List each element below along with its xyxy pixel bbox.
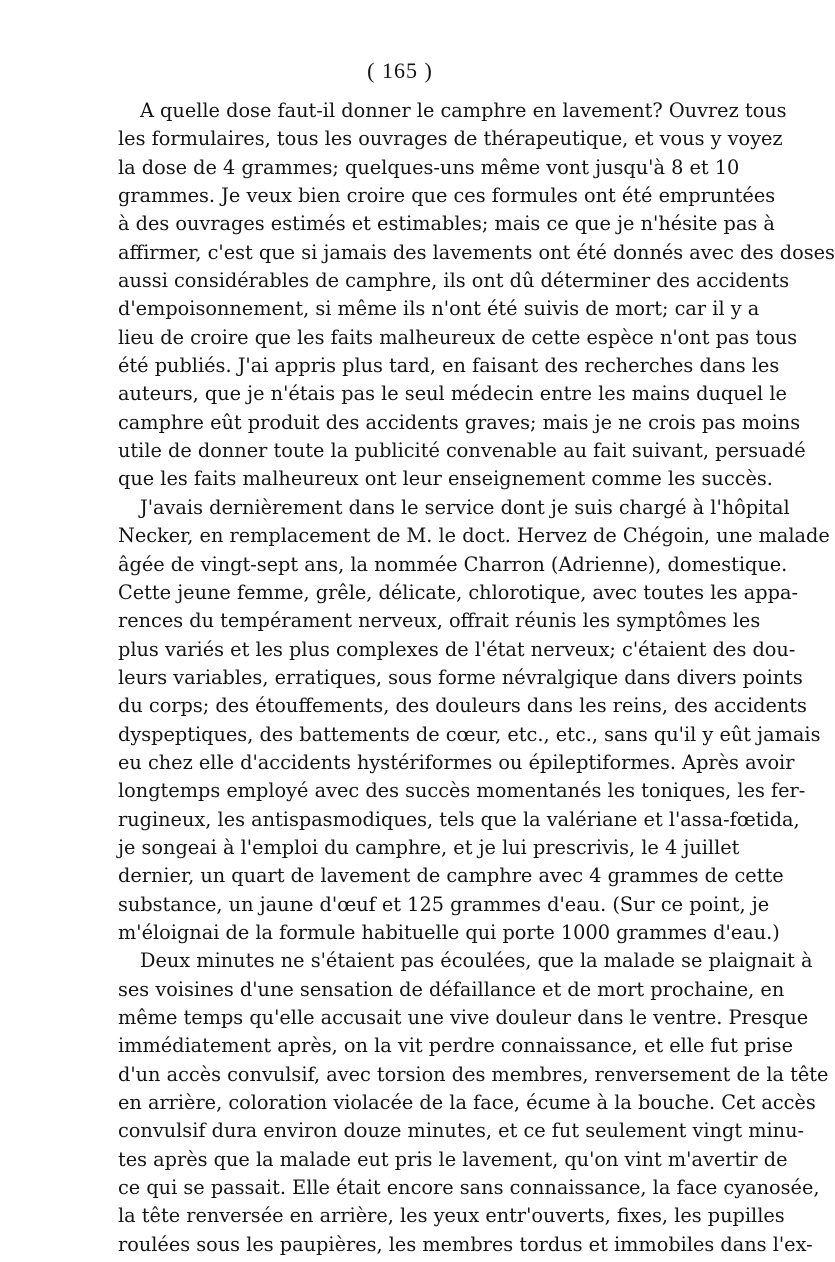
text-line: dyspeptiques, des battements de cœur, etc., etc., sans qu'il y eût jamais (118, 722, 821, 746)
text-line: que les faits malheureux ont leur enseignement comme les succès. (118, 467, 773, 491)
text-line: du corps; des étouffements, des douleurs dans les reins, des accidents (118, 694, 807, 718)
text-line: auteurs, que je n'étais pas le seul médecin entre les mains duquel le (118, 382, 787, 406)
text-line: d'un accès convulsif, avec torsion des membres, renversement de la tête (118, 1062, 829, 1086)
paragraph (118, 494, 830, 948)
text-line: dernier, un quart de lavement de camphre avec 4 grammes de cette (118, 864, 784, 888)
text-line: J'avais dernièrement dans le service dont je suis chargé à l'hôpital (140, 495, 790, 519)
text-line: d'empoisonnement, si même ils n'ont été suivis de mort; car il y a (118, 297, 760, 321)
text-line: rences du tempérament nerveux, offrait réunis les symptômes les (118, 609, 761, 633)
text-line: Necker, en remplacement de M. le doct. Hervez de Chégoin, une malade (118, 524, 830, 548)
text-line: substance, un jaune d'œuf et 125 grammes d'eau. (Sur ce point, je (118, 892, 770, 916)
text-line: je songeai à l'emploi du camphre, et je lui prescrivis, le 4 juillet (118, 835, 740, 859)
text-line: longtemps employé avec des succès momentanés les toniques, les fer- (118, 779, 806, 803)
text-line: Deux minutes ne s'étaient pas écoulées, que la malade se plaignait à (140, 949, 813, 973)
text-line: rugineux, les antispasmodiques, tels que la valériane et l'assa-fœtida, (118, 807, 800, 831)
text-line: été publiés. J'ai appris plus tard, en faisant des recherches dans les (118, 354, 780, 378)
text-line: aussi considérables de camphre, ils ont dû déterminer des accidents (118, 269, 790, 293)
text-line: convulsif dura environ douze minutes, et ce fut seulement vingt minu- (118, 1119, 805, 1143)
text-line: affirmer, c'est que si jamais des lavements ont été donnés avec des doses (118, 240, 835, 264)
text-line: à des ouvrages estimés et estimables; mais ce que je n'hésite pas à (118, 212, 775, 236)
text-line: Cette jeune femme, grêle, délicate, chlorotique, avec toutes les appa- (118, 580, 798, 604)
text-line: tes après que la malade eut pris le lavement, qu'on vint m'avertir de (118, 1147, 788, 1171)
page-number: ( 165 ) (367, 58, 433, 83)
text-line: grammes. Je veux bien croire que ces formules ont été empruntées (118, 184, 776, 208)
text-line: la tête renversée en arrière, les yeux entr'ouverts, fixes, les pupilles (118, 1204, 785, 1228)
text-line: ses voisines d'une sensation de défaillance et de mort prochaine, en (118, 977, 785, 1001)
text-line: même temps qu'elle accusait une vive douleur dans le ventre. Presque (118, 1006, 809, 1029)
text-line: m'éloignai de la formule habituelle qui porte 1000 grammes d'eau.) (118, 920, 780, 944)
paragraph (118, 947, 829, 1259)
text-line: les formulaires, tous les ouvrages de thérapeutique, et vous y voyez (118, 127, 783, 151)
text-line: ce qui se passait. Elle était encore sans connaissance, la face cyanosée, (118, 1176, 820, 1200)
text-line: utile de donner toute la publicité convenable au fait suivant, persuadé (118, 439, 806, 463)
text-line: âgée de vingt-sept ans, la nommée Charron (Adrienne), domestique. (118, 552, 788, 576)
text-line: lieu de croire que les faits malheureux de cette espèce n'ont pas tous (118, 325, 798, 349)
text-line: A quelle dose faut-il donner le camphre en lavement? Ouvrez tous (140, 99, 787, 122)
body-text (118, 97, 835, 1259)
text-line: la dose de 4 grammes; quelques-uns même vont jusqu'à 8 et 10 (118, 155, 740, 179)
text-line: immédiatement après, on la vit perdre connaissance, et elle fut prise (118, 1034, 793, 1058)
text-line: roulées sous les paupières, les membres tordus et immobiles dans l'ex- (118, 1232, 813, 1256)
text-line: leurs variables, erratiques, sous forme névralgique dans divers points (118, 665, 803, 689)
text-line: en arrière, coloration violacée de la face, écume à la bouche. Cet accès (118, 1091, 816, 1115)
text-line: plus variés et les plus complexes de l'état nerveux; c'étaient des dou- (118, 637, 796, 661)
text-line: eu chez elle d'accidents hystériformes ou épileptiformes. Après avoir (118, 750, 795, 774)
text-line: camphre eût produit des accidents graves; mais je ne crois pas moins (118, 410, 801, 434)
paragraph (118, 97, 835, 494)
